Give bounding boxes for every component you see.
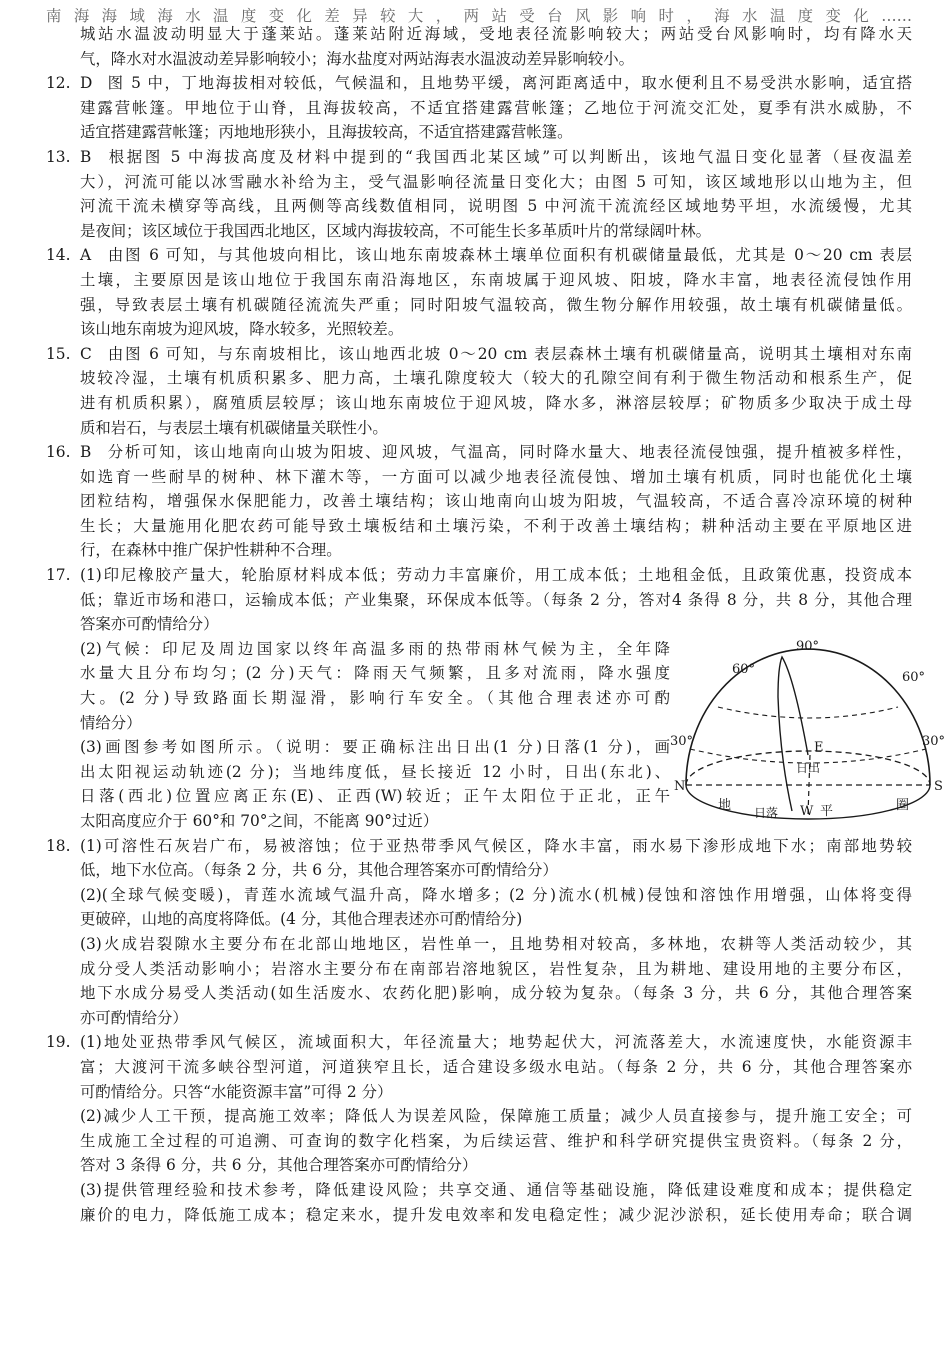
text-line: 情给分） xyxy=(80,713,142,732)
text-line: 可酌情给分。只答“水能资源丰富”可得 2 分） xyxy=(80,1082,393,1101)
text-line: (1)地处亚热带季风气候区，流域面积大，年径流量大；地势起伏大，河流落差大，水流速度快，水能资源丰 xyxy=(80,1033,912,1052)
text-line: 进有机质积累），腐殖质层较厚；该山地东南坡位于迎风坡，降水多，淋溶层较厚；矿物质多少取决于成土母 xyxy=(80,393,912,412)
cropped-top-line: 南海海域海水温度变化差异较大，两站受台风影响时，海水温度变化…… xyxy=(46,7,912,25)
text-line: (1)可溶性石灰岩广布，易被溶蚀；位于亚热带季风气候区，降水丰富，雨水易下渗形成地下水；南部地势较 xyxy=(80,836,912,855)
label-north: N xyxy=(674,778,686,794)
label-90: 90° xyxy=(796,638,820,654)
question-17 xyxy=(46,563,946,834)
text-line: 答对 3 条得 6 分，共 6 分，其他合理答案亦可酌情给分） xyxy=(80,1156,478,1175)
text-line: (2)减少人工干预，提高施工效率；降低人为误差风险，保障施工质量；减少人员直接参与，提升施工安全；可 xyxy=(80,1107,912,1126)
label-horizon-2: 平 xyxy=(820,803,834,819)
label-south: S xyxy=(934,778,943,794)
question-14 xyxy=(46,243,912,341)
text-line: 日落(西北)位置应离正东(E)、正西(W)较近；正午太阳位于正北，正午 xyxy=(80,787,670,806)
text-line: 廉价的电力，降低施工成本；稳定来水，提升发电效率和发电稳定性；减少泥沙淤积，延长使用寿命；联合调 xyxy=(80,1205,912,1224)
question-15 xyxy=(46,342,912,440)
text-line: 行，在森林中推广保护性耕种不合理。 xyxy=(80,541,342,560)
label-horizon-1: 地 xyxy=(718,797,732,813)
text-line: 气，降水对水温波动差异影响较小；海水盐度对两站海表水温波动差异影响较小。 xyxy=(80,49,635,68)
text-line: 生成施工全过程的可追溯、可查询的数字化档案，为后续运营、维护和科学研究提供宝贵资料。（每条 2 分， xyxy=(80,1131,912,1150)
text-line: 答案亦可酌情给分） xyxy=(80,615,219,634)
label-west: W xyxy=(800,803,814,819)
label-east: E xyxy=(814,739,824,755)
text-line: 建露营帐篷。甲地位于山脊，且海拔较高，不适宜搭建露营帐篷；乙地位于河流交汇处，夏季有洪水威胁，不 xyxy=(80,98,912,117)
q17-left-column xyxy=(80,637,670,834)
text-line: 根据图 5 中海拔高度及材料中提到的“我国西北某区域”可以判断出，该地气温日变化显著（昼夜温差 xyxy=(106,147,912,166)
label-horizon-3: 圈 xyxy=(896,797,910,813)
question-number: 17. xyxy=(46,566,71,585)
text-line: 大），河流可能以冰雪融水补给为主，受气温影响径流量日变化大；由图 5 可知，该区域地形以山地为主，但 xyxy=(80,172,912,191)
answer-letter: B xyxy=(80,443,92,462)
question-number: 16. xyxy=(46,443,71,462)
latitude-60-ring xyxy=(718,707,898,718)
text-line: 由图 6 可知，与东南坡相比，该山地西北坡 0～20 cm 表层森林土壤有机碳储量高，说明其土壤相对东南 xyxy=(106,344,912,363)
label-sunrise: 日出 xyxy=(796,760,821,775)
answer-letter: B xyxy=(80,147,92,166)
answer-letter: D xyxy=(80,74,93,93)
sun-path xyxy=(778,657,808,811)
text-line: (3)火成岩裂隙水主要分布在北部山地地区，岩性单一，且地势相对较高，多林地，农耕等人类活动较少，其 xyxy=(80,934,912,953)
text-line: 分析可知，该山地南向山坡为阳坡、迎风坡，气温高，同时降水量大、地表径流侵蚀强，提升植被多样性， xyxy=(106,443,912,462)
question-number: 19. xyxy=(46,1033,71,1052)
text-line: 坡较冷湿，土壤有机质积累多、肥力高，土壤孔隙度较大（较大的孔隙空间有利于微生物活动和根系生产，促 xyxy=(80,369,912,388)
text-line: (3)提供管理经验和技术参考，降低建设风险；共享交通、通信等基础设施，降低建设难度和成本；提供稳定 xyxy=(80,1180,912,1199)
text-line: (3)画图参考如图所示。（说明：要正确标注出日出(1 分)日落(1 分)，画 xyxy=(80,738,670,757)
text-line: 富；大渡河干流多峡谷型河道，河道狭窄且长，适合建设多级水电站。（每条 2 分，共 6 分，其他合理答案亦 xyxy=(80,1057,912,1076)
question-16 xyxy=(46,440,912,563)
label-30-left: 30° xyxy=(670,733,694,749)
text-line: 适宜搭建露营帐篷；丙地地形狭小，且海拔较高，不适宜搭建露营帐篷。 xyxy=(80,123,573,142)
text-line: 低，地下水位高。（每条 2 分，共 6 分，其他合理答案亦可酌情给分） xyxy=(80,861,558,880)
answer-letter: A xyxy=(80,246,92,265)
celestial-sphere-figure xyxy=(670,637,946,819)
question-number: 14. xyxy=(46,246,71,265)
text-line: 是夜间；该区域位于我国西北地区，区域内海拔较高，不可能生长多革质叶片的常绿阔叶林。 xyxy=(80,221,712,240)
question-number: 12. xyxy=(46,74,71,93)
label-60-right: 60° xyxy=(902,669,926,685)
question-12 xyxy=(46,71,912,145)
text-line: 由图 6 可知，与其他坡向相比，该山地东南坡森林土壤单位面积有机碳储量最低，尤其是 0～20 cm 表层 xyxy=(106,246,912,265)
text-line: 亦可酌情给分） xyxy=(80,1008,188,1027)
question-18 xyxy=(46,834,912,1031)
question-13 xyxy=(46,145,912,243)
text-line: 图 5 中，丁地海拔相对较低，气候温和，且地势平缓，离河距离适中，取水便利且不易受洪水影响，适宜搭 xyxy=(106,74,912,93)
question-19 xyxy=(46,1030,912,1227)
question-number: 15. xyxy=(46,344,71,363)
text-line: 土壤，主要原因是该山地位于我国东南沿海地区，东南坡属于迎风坡、阳坡，降水丰富，地表径流侵蚀作用 xyxy=(80,270,912,289)
text-line: 成分受人类活动影响小；岩溶水主要分布在南部岩溶地貌区，岩性复杂，且为耕地、建设用地的主要分布区， xyxy=(80,959,912,978)
label-30-right: 30° xyxy=(922,733,946,749)
text-line: 该山地东南坡为迎风坡，降水较多，光照较差。 xyxy=(80,320,404,339)
text-line: (1)印尼橡胶产量大，轮胎原材料成本低；劳动力丰富廉价，用工成本低；土地租金低，且政策优惠，投资成本 xyxy=(80,566,912,585)
question-number: 18. xyxy=(46,836,71,855)
text-line: 强，导致表层土壤有机碳随径流流失严重；同时阳坡气温较高，微生物分解作用较强，故土壤有机碳储量低。 xyxy=(80,295,912,314)
text-line: 太阳高度应介于 60°和 70°之间，不能离 90°过近） xyxy=(80,812,439,830)
text-line: 团粒结构，增强保水保肥能力，改善土壤结构；该山地南向山坡为阳坡，气温较高，不适合喜冷凉环境的树种 xyxy=(80,492,912,511)
text-line: 水量大且分布均匀；(2 分)天气：降雨天气频繁，且多对流雨，降水强度 xyxy=(80,664,670,683)
text-line: 河流干流未横穿等高线，且两侧等高线数值相同，说明图 5 中河流干流流经区域地势平坦，水流缓慢，尤其 xyxy=(80,197,912,216)
q11-tail xyxy=(46,22,912,71)
text-line: 质和岩石，与表层土壤有机碳储量关联性小。 xyxy=(80,418,388,437)
text-line: 生长；大量施用化肥农药可能导致土壤板结和土壤污染，不利于改善土壤结构；耕种活动主要在平原地区进 xyxy=(80,516,912,535)
q17-text-with-figure xyxy=(80,637,946,834)
text-line: 大。(2 分)导致路面长期湿滑，影响行车安全。（其他合理表述亦可酌 xyxy=(80,689,670,708)
question-number: 13. xyxy=(46,147,71,166)
answer-page xyxy=(46,7,946,1227)
text-line: 如选育一些耐旱的树种、林下灌木等，一方面可以减少地表径流侵蚀、增加土壤有机质，同时也能优化土壤 xyxy=(80,467,912,486)
text-line: 更破碎，山地的高度将降低。(4 分，其他合理表述亦可酌情给分) xyxy=(80,910,523,929)
label-sunset: 日落 xyxy=(754,805,779,820)
text-line: 地下水成分易受人类活动(如生活废水、农药化肥)影响，成分较为复杂。（每条 3 分，共 6 分，其他合理答案 xyxy=(80,984,912,1003)
text-line: 城站水温波动明显大于蓬莱站。蓬莱站附近海域，受地表径流影响较大；两站受台风影响时，均有降水天 xyxy=(80,25,912,43)
label-60-left: 60° xyxy=(732,661,756,677)
text-line: (2)(全球气候变暖)，青莲水流域气温升高，降水增多；(2 分)流水(机械)侵蚀和溶蚀作用增强，山体将变得 xyxy=(80,885,912,904)
answer-letter: C xyxy=(80,344,92,363)
text-line: 低；靠近市场和港口，运输成本低；产业集聚，环保成本低等。（每条 2 分，答对4 条得 8 分，共 8 分，其他合理 xyxy=(80,590,912,609)
text-line: 出太阳视运动轨迹(2 分)；当地纬度低，昼长接近 12 小时，日出(东北)、 xyxy=(80,762,670,781)
text-line: (2)气候：印尼及周边国家以终年高温多雨的热带雨林气候为主，全年降 xyxy=(80,639,670,658)
